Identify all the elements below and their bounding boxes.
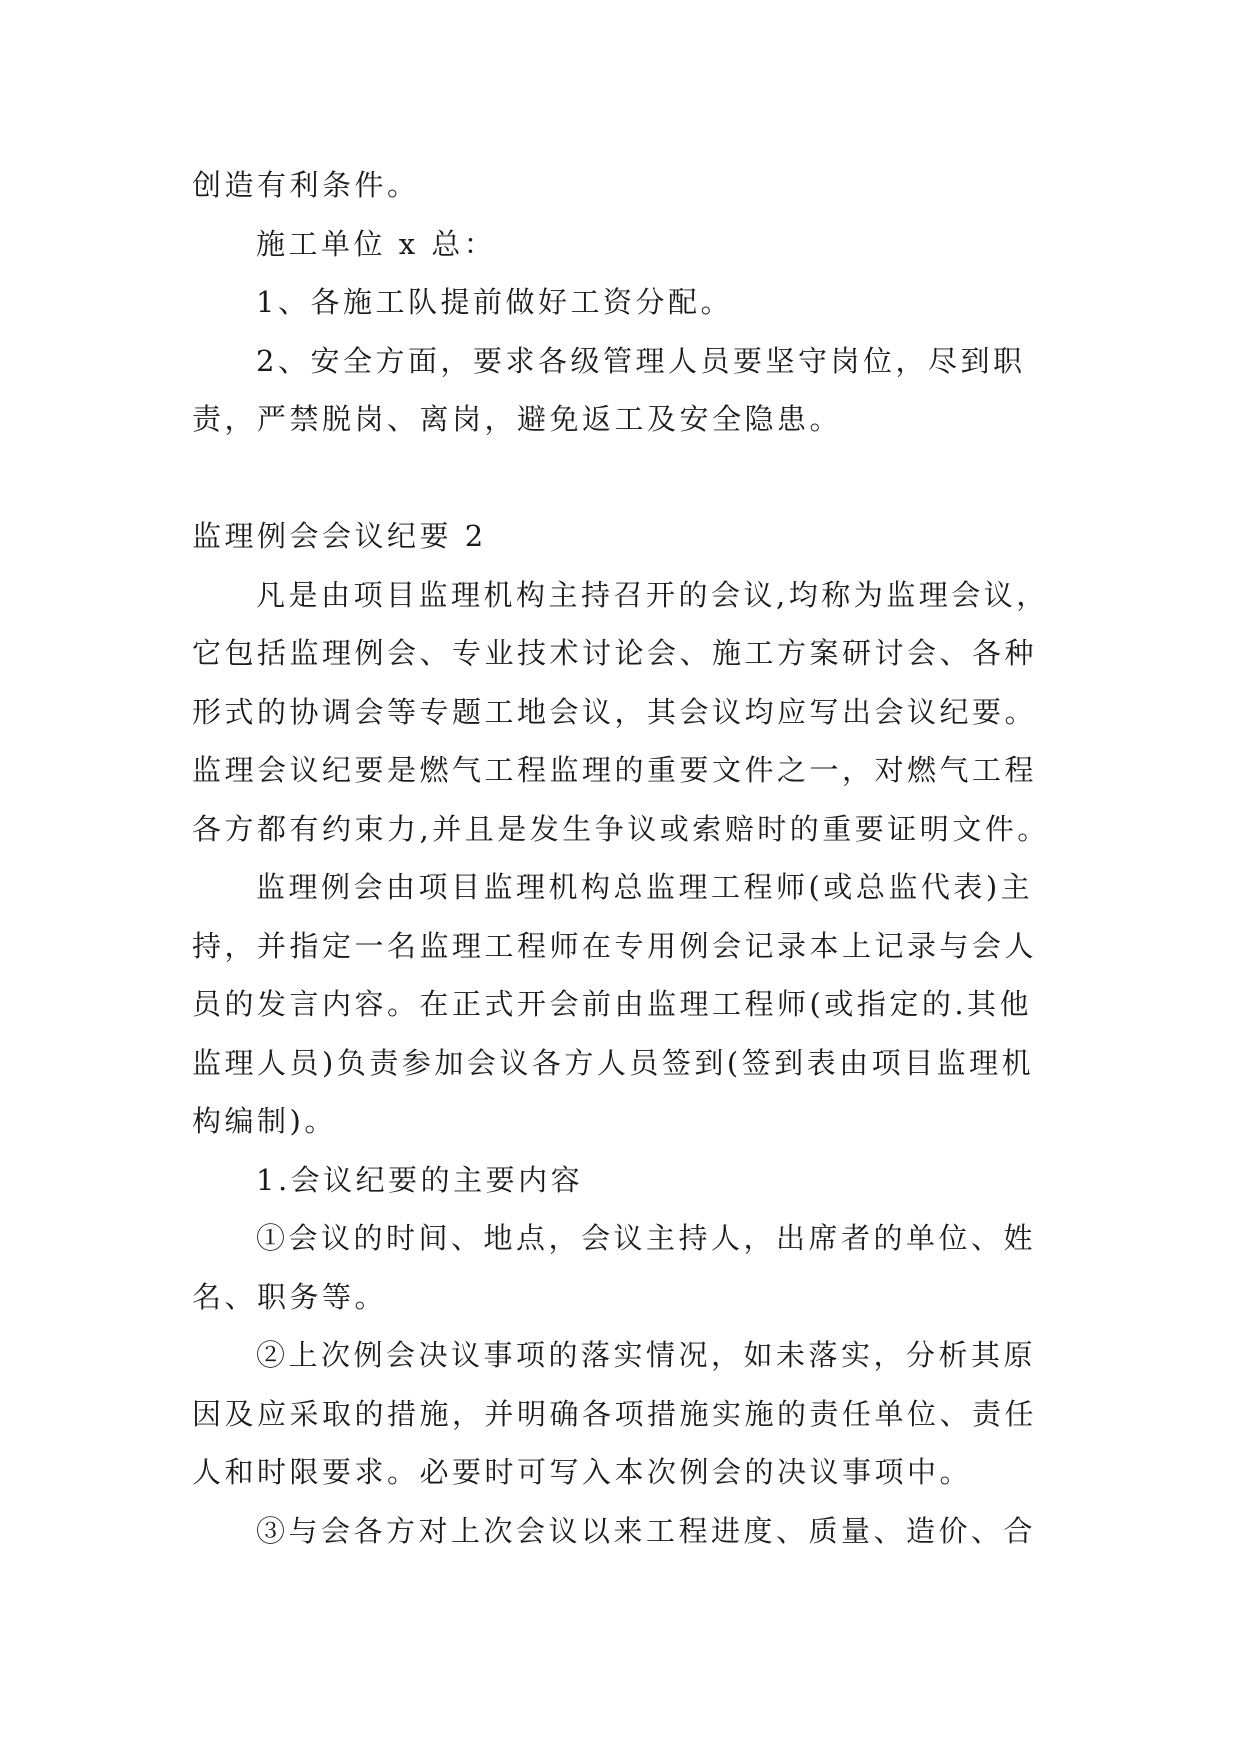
list-item-line: ②上次例会决议事项的落实情况，如未落实，分析其原 <box>256 1338 1037 1372</box>
section-title: 监理例会会议纪要 2 <box>192 519 487 553</box>
list-item-line: ③与会各方对上次会议以来工程进度、质量、造价、合 <box>256 1513 1037 1548</box>
paragraph-line: 各方都有约束力,并且是发生争议或索赔时的重要证明文件。 <box>192 811 1050 846</box>
paragraph-line: 凡是由项目监理机构主持召开的会议,均称为监理会议， <box>256 577 1049 612</box>
paragraph-line: 责，严禁脱岗、离岗，避免返工及安全隐患。 <box>192 402 843 436</box>
paragraph-line: 它包括监理例会、专业技术讨论会、施工方案研讨会、各种 <box>192 636 1038 670</box>
list-item-line: ①会议的时间、地点，会议主持人，出席者的单位、姓 <box>256 1221 1037 1255</box>
paragraph-line: 监理人员)负责参加会议各方人员签到(签到表由项目监理机 <box>192 1045 1035 1080</box>
paragraph-line: 1、各施工队提前做好工资分配。 <box>256 285 733 319</box>
section-spacer <box>192 449 1082 508</box>
paragraph-line: 持，并指定一名监理工程师在专用例会记录本上记录与会人 <box>192 928 1038 963</box>
paragraph-line: 构编制)。 <box>192 1104 337 1138</box>
paragraph-line: 形式的协调会等专题工地会议，其会议均应写出会议纪要。 <box>192 694 1038 729</box>
list-item-line: 人和时限要求。必要时可写入本次例会的决议事项中。 <box>192 1455 973 1489</box>
list-heading: 1.会议纪要的主要内容 <box>256 1162 584 1197</box>
paragraph-line: 监理会议纪要是燃气工程监理的重要文件之一，对燃气工程 <box>192 753 1038 787</box>
list-item-line: 因及应采取的措施，并明确各项措施实施的责任单位、责任 <box>192 1396 1038 1431</box>
paragraph-line: 监理例会由项目监理机构总监理工程师(或总监代表)主 <box>256 870 1034 904</box>
document-body <box>192 156 1082 1560</box>
paragraph-line: 创造有利条件。 <box>192 168 420 202</box>
list-item-line: 名、职务等。 <box>192 1279 388 1314</box>
paragraph-line: 2、安全方面，要求各级管理人员要坚守岗位，尽到职 <box>256 343 1026 378</box>
paragraph-line: 施工单位 x 总： <box>256 226 497 261</box>
paragraph-line: 员的发言内容。在正式开会前由监理工程师(或指定的.其他 <box>192 987 1033 1021</box>
